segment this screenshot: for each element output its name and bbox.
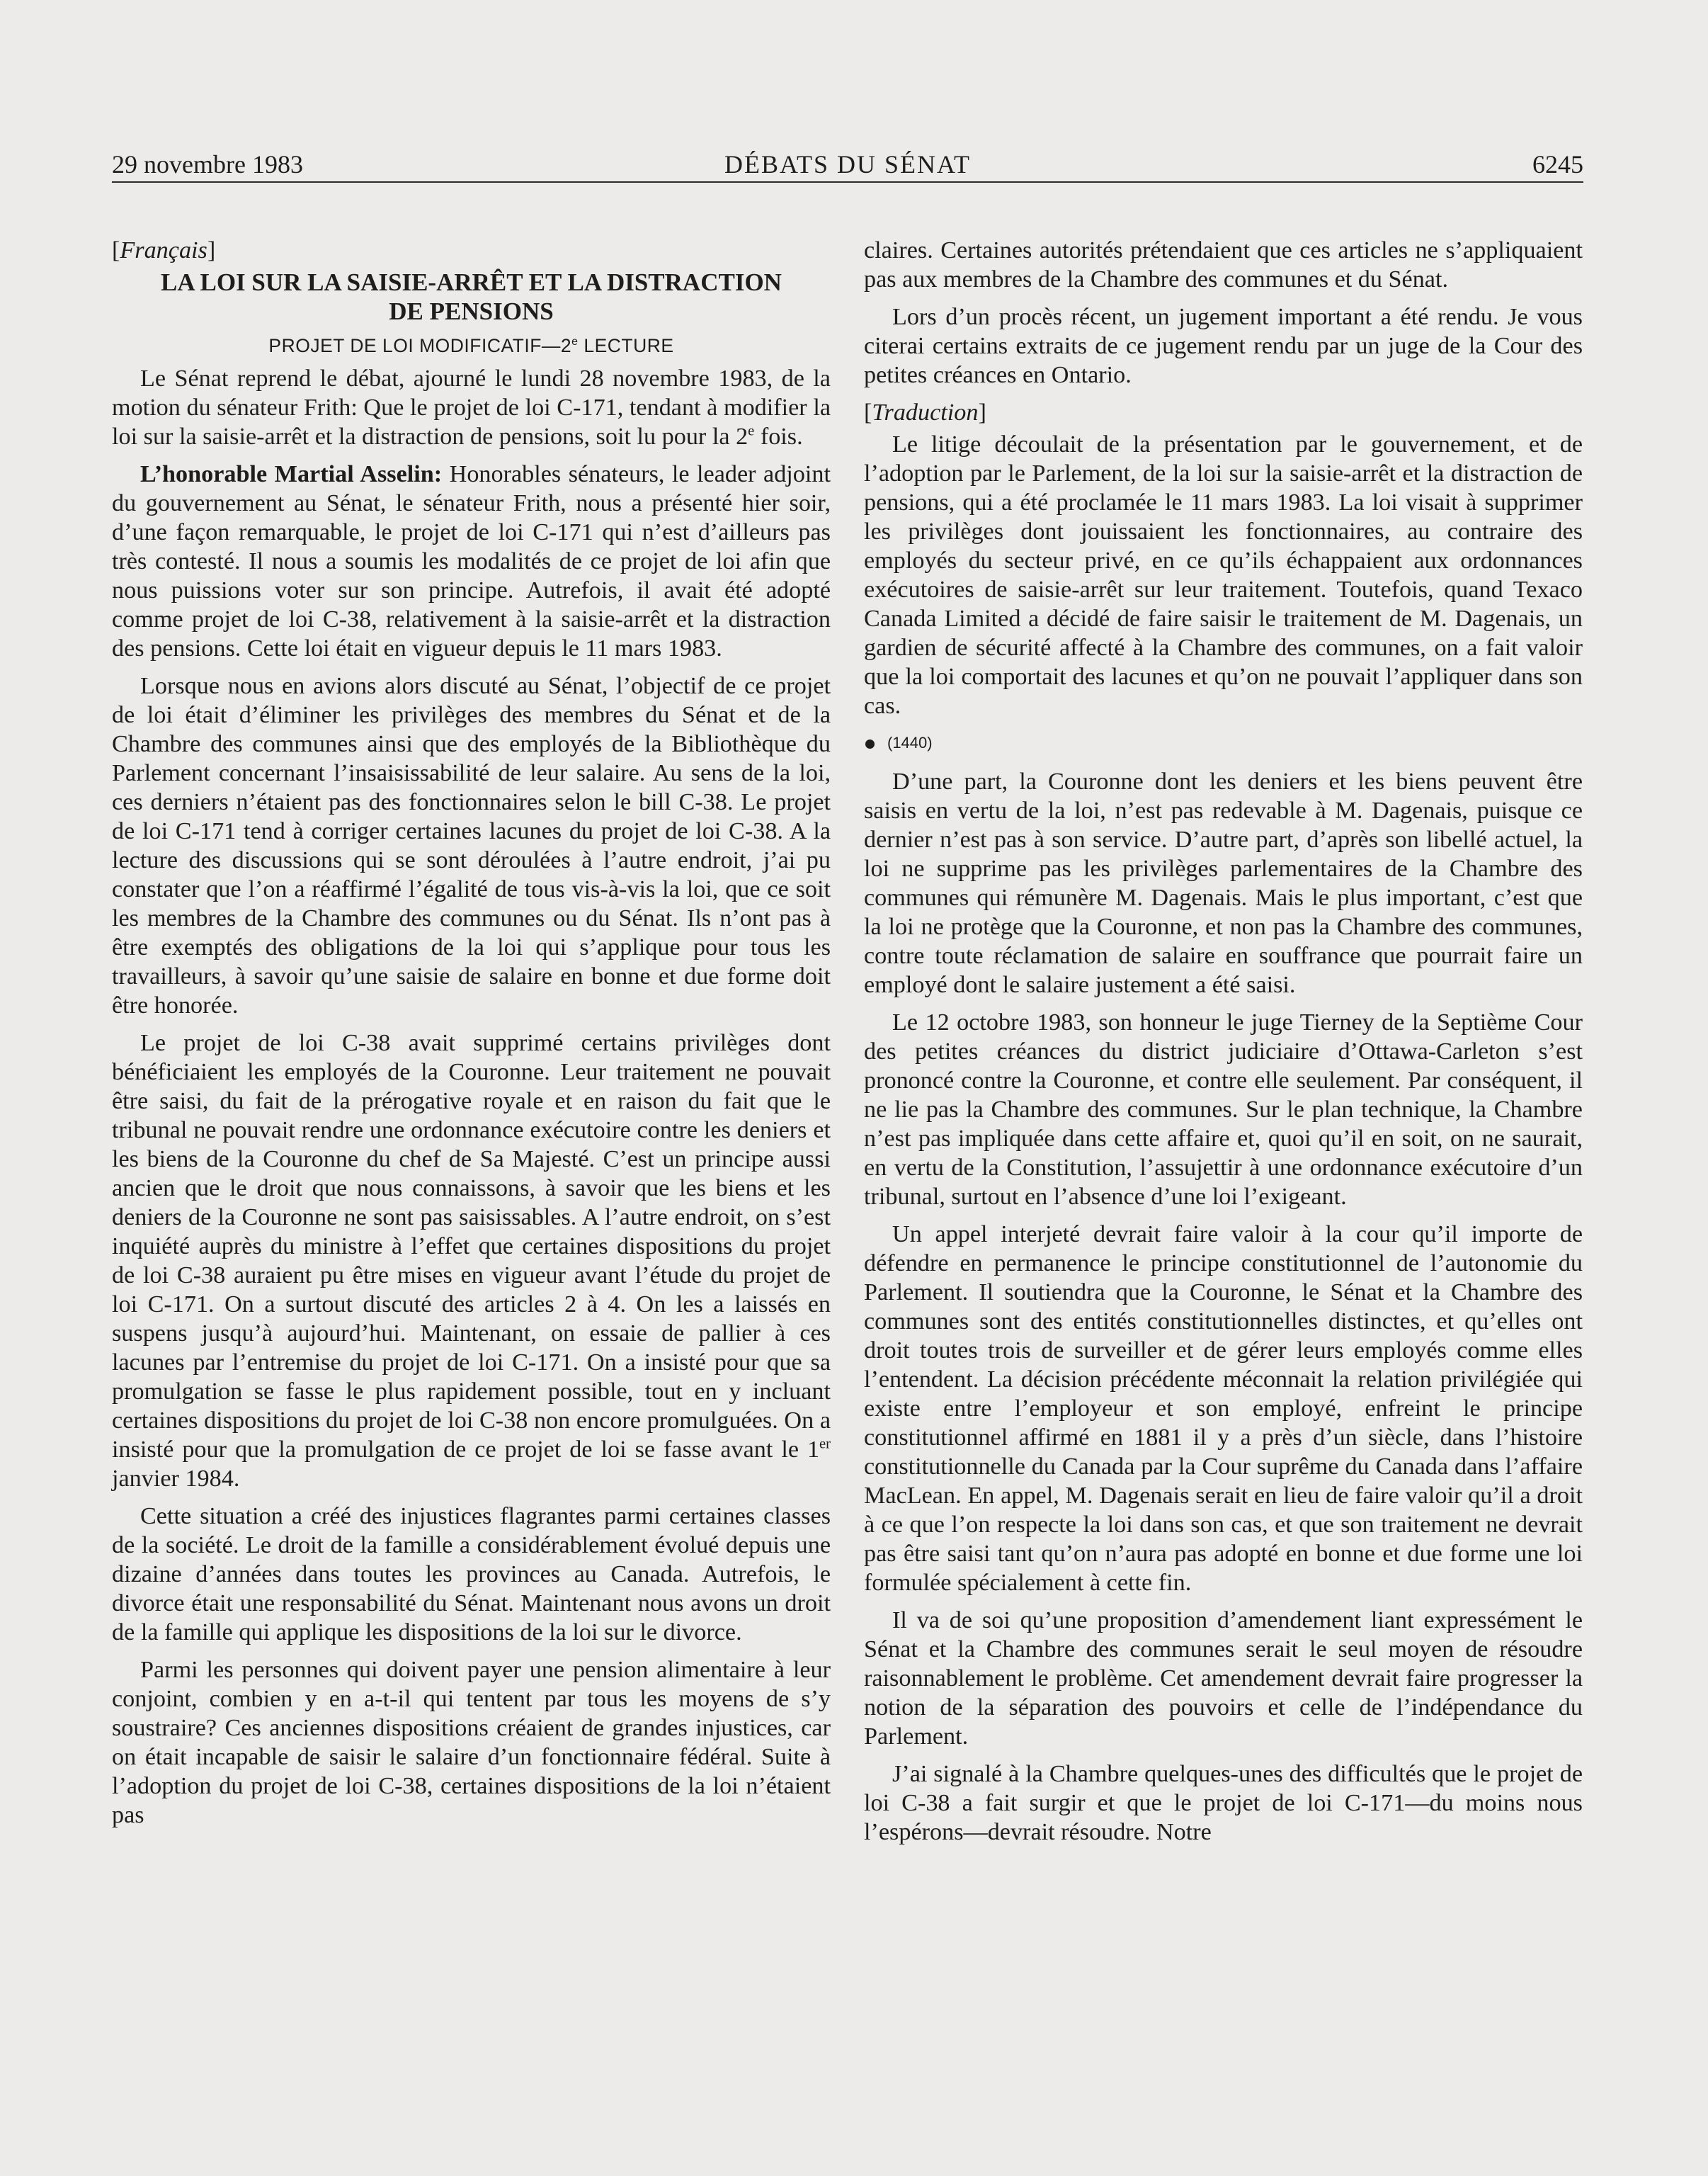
paragraph: D’une part, la Couronne dont les deniers et les biens peuvent être saisis en vertu de la loi, n’est pas redevable à M. Dagenais, puisque ce dernier n’est pas à son service. D’autre part, d’après son libellé actuel, la loi ne supprime pas les privilèges parlementaires de la Chambre des communes qui rémunère M. Dagenais. Mais le plus important, c’est que la loi ne protège que la Couronne, et non pas la Chambre des communes, contre toute réclamation de salaire en souffrance que pourrait faire un employé dont le salaire justement a été saisi. bbox=[864, 769, 1583, 998]
language-tag-francais: [Français] bbox=[112, 237, 216, 264]
paragraph: Un appel interjeté devrait faire valoir à la cour qu’il importe de défendre en permanence le principe constitutionnel de l’autonomie du Parlement. Il soutiendra que la Couronne, le Sénat et la Chambre des communes sont des entités constitutionnelles distinctes, et qu’elles ont droit toutes trois de surveiller et de gérer leurs employés comme elles l’entendent. La décision précédente méconnait la relation privilégiée qui existe entre l’employeur et son employé, enfreint le principe constitutionnel affirmé en 1881 il y a près d’un siècle, dans l’histoire constitutionnelle du Canada par la Cour suprême du Canada dans l’affaire MacLean. En appel, M. Dagenais serait en lieu de faire valoir qu’il a droit à ce que l’on respecte la loi dans son cas, et que son traitement ne devrait pas être saisi tant qu’on n’aura pas adopté en bonne et due forme une loi formulée spécialement à cette fin. bbox=[864, 1221, 1583, 1596]
publication-title: DÉBATS DU SÉNAT bbox=[724, 150, 972, 178]
paragraph-continued: claires. Certaines autorités prétendaient que ces articles ne s’appliquaient pas aux membres de la Chambre des communes et du Sénat. bbox=[864, 237, 1583, 293]
left-column bbox=[112, 236, 831, 1838]
paragraph: Lorsque nous en avions alors discuté au Sénat, l’objectif de ce projet de loi était d’éliminer les privilèges des membres du Sénat et de la Chambre des communes ainsi que des employés de la Bibliothèque du Parlement concernant l’insaisissabilité de leur salaire. Au sens de la loi, ces derniers n’étaient pas des fonctionnaires selon le bill C-38. Le projet de loi C-171 tend à corriger certaines lacunes du projet de loi C-38. A la lecture des discussions qui se sont déroulées à l’autre endroit, j’ai pu constater que l’on a réaffirmé l’égalité de tous vis-à-vis la loi, que ce soit les membres de la Chambre des communes ou du Sénat. Ils n’ont pas à être exemptés des obligations de la loi qui s’applique pour tous les travailleurs, à savoir qu’une saisie de salaire en bonne et due forme doit être honorée. bbox=[112, 673, 831, 1019]
paragraph-motion: Le Sénat reprend le débat, ajourné le lundi 28 novembre 1983, de la motion du sénateur Frith: Que le projet de loi C-171, tendant à modifier la loi sur la saisie-arrêt et la distraction de pensions, soit lu pour la 2e fois. bbox=[112, 366, 831, 450]
paragraph: Cette situation a créé des injustices flagrantes parmi certaines classes de la société. Le droit de la famille a considérablement évolué depuis une dizaine d’années dans toutes les provinces au Canada. Autrefois, le divorce était une responsabilité du Sénat. Maintenant nous avons un droit de la famille qui applique les dispositions de la loi sur le divorce. bbox=[112, 1503, 831, 1645]
paragraph-quoted-judgment: Le litige découlait de la présentation par le gouvernement, et de l’adoption par le Parlement, de la loi sur la saisie-arrêt et la distraction de pensions, qui a été proclamée le 11 mars 1983. La loi visait à supprimer les privilèges dont jouissaient les fonctionnaires, au contraire des employés du secteur privé, en ce qu’ils échappaient aux ordonnances exécutoires de saisie-arrêt sur leur traitement. Toutefois, quand Texaco Canada Limited a décidé de faire saisir le traitement de M. Dagenais, un gardien de sécurité affecté à la Chambre des communes, on a fait valoir que la loi comportait des lacunes et qu’on ne pouvait l’appliquer dans son cas. bbox=[864, 431, 1583, 719]
paragraph: Le projet de loi C-38 avait supprimé certains privilèges dont bénéficiaient les employés de la Couronne. Leur traitement ne pouvait être saisi, du fait de la prérogative royale et en raison du fait que le tribunal ne pouvait rendre une ordonnance exécutoire contre les deniers et les biens de la Couronne du chef de Sa Majesté. C’est un principe aussi ancien que le droit que nous connaissons, à savoir que les biens et les deniers de la Couronne ne sont pas saisissables. A l’autre endroit, on s’est inquiété auprès du ministre à l’effet que certaines dispositions du projet de loi C-38 auraient pu être mises en vigueur avant l’étude du projet de loi C-171. On a surtout discuté des articles 2 à 4. On les a laissés en suspens jusqu’à aujourd’hui. Maintenant, on essaie de pallier à ces lacunes par l’entremise du projet de loi C-171. On a insisté pour que sa promulgation se fasse le plus rapidement possible, tout en y incluant certaines dispositions du projet de loi C-38 non encore promulguées. On a insisté pour que la promulgation de ce projet de loi se fasse avant le 1er janvier 1984. bbox=[112, 1030, 831, 1492]
paragraph: Lors d’un procès récent, un jugement important a été rendu. Je vous citerai certains extraits de ce jugement rendu par un juge de la Cour des petites créances en Ontario. bbox=[864, 304, 1583, 388]
paragraph: Le 12 octobre 1983, son honneur le juge Tierney de la Septième Cour des petites créances du district judiciaire d’Ottawa-Carleton s’est prononcé contre la Couronne, et contre elle seulement. Par conséquent, il ne lie pas la Chambre des communes. Sur le plan technique, la Chambre n’est pas impliquée dans cette affaire et, quoi qu’il en soit, on ne saurait, en vertu de la Constitution, l’assujettir à une ordonnance exécutoire d’un tribunal, surtout en l’absence d’une loi l’exigeant. bbox=[864, 1009, 1583, 1210]
header-date: 29 novembre 1983 bbox=[112, 150, 303, 178]
section-subheading: PROJET DE LOI MODIFICATIF—2e LECTURE bbox=[268, 335, 674, 356]
right-column bbox=[864, 236, 1583, 1855]
running-head bbox=[112, 149, 1583, 180]
paragraph: Parmi les personnes qui doivent payer une pension alimentaire à leur conjoint, combien y en a-t-il qui tentent par tous les moyens de s’y soustraire? Ces anciennes dispositions créaient de grandes injustices, car on était incapable de saisir le salaire d’un fonctionnaire fédéral. Suite à l’adoption du projet de loi C-38, certaines dispositions de la loi n’étaient pas bbox=[112, 1657, 831, 1828]
paragraph: J’ai signalé à la Chambre quelques-unes des difficultés que le projet de loi C-38 a fait surgir et que le projet de loi C-171—du moins nous l’espérons—devrait résoudre. Notre bbox=[864, 1761, 1583, 1845]
paragraph-asselin-opening: L’honorable Martial Asselin: Honorables sénateurs, le leader adjoint du gouvernement au Sénat, le sénateur Frith, nous a présenté hier soir, d’une façon remarquable, le projet de loi C-171 qui n’est d’ailleurs pas très contesté. Il nous a soumis les modalités de ce projet de loi afin que nous puissions voter sur son principe. Autrefois, il avait été adopté comme projet de loi C-38, relativement à la saisie-arrêt et la distraction des pensions. Cette loi était en vigueur depuis le 11 mars 1983. bbox=[112, 461, 831, 662]
time-marker: (1440) bbox=[864, 729, 1583, 757]
header-rule bbox=[112, 181, 1583, 183]
page-number: 6245 bbox=[1532, 150, 1583, 178]
paragraph: Il va de soi qu’une proposition d’amendement liant expressément le Sénat et la Chambre des communes serait le seul moyen de résoudre raisonnablement le problème. Cet amendement devrait faire progresser la notion de la séparation des pouvoirs et celle de l’indépendance du Parlement. bbox=[864, 1607, 1583, 1750]
section-heading: LA LOI SUR LA SAISIE-ARRÊT ET LA DISTRACTION DE PENSIONS bbox=[161, 268, 782, 325]
bullet-icon bbox=[865, 740, 875, 749]
language-tag-traduction: [Traduction] bbox=[864, 400, 986, 426]
speaker-name: L’honorable Martial Asselin: bbox=[140, 461, 443, 487]
